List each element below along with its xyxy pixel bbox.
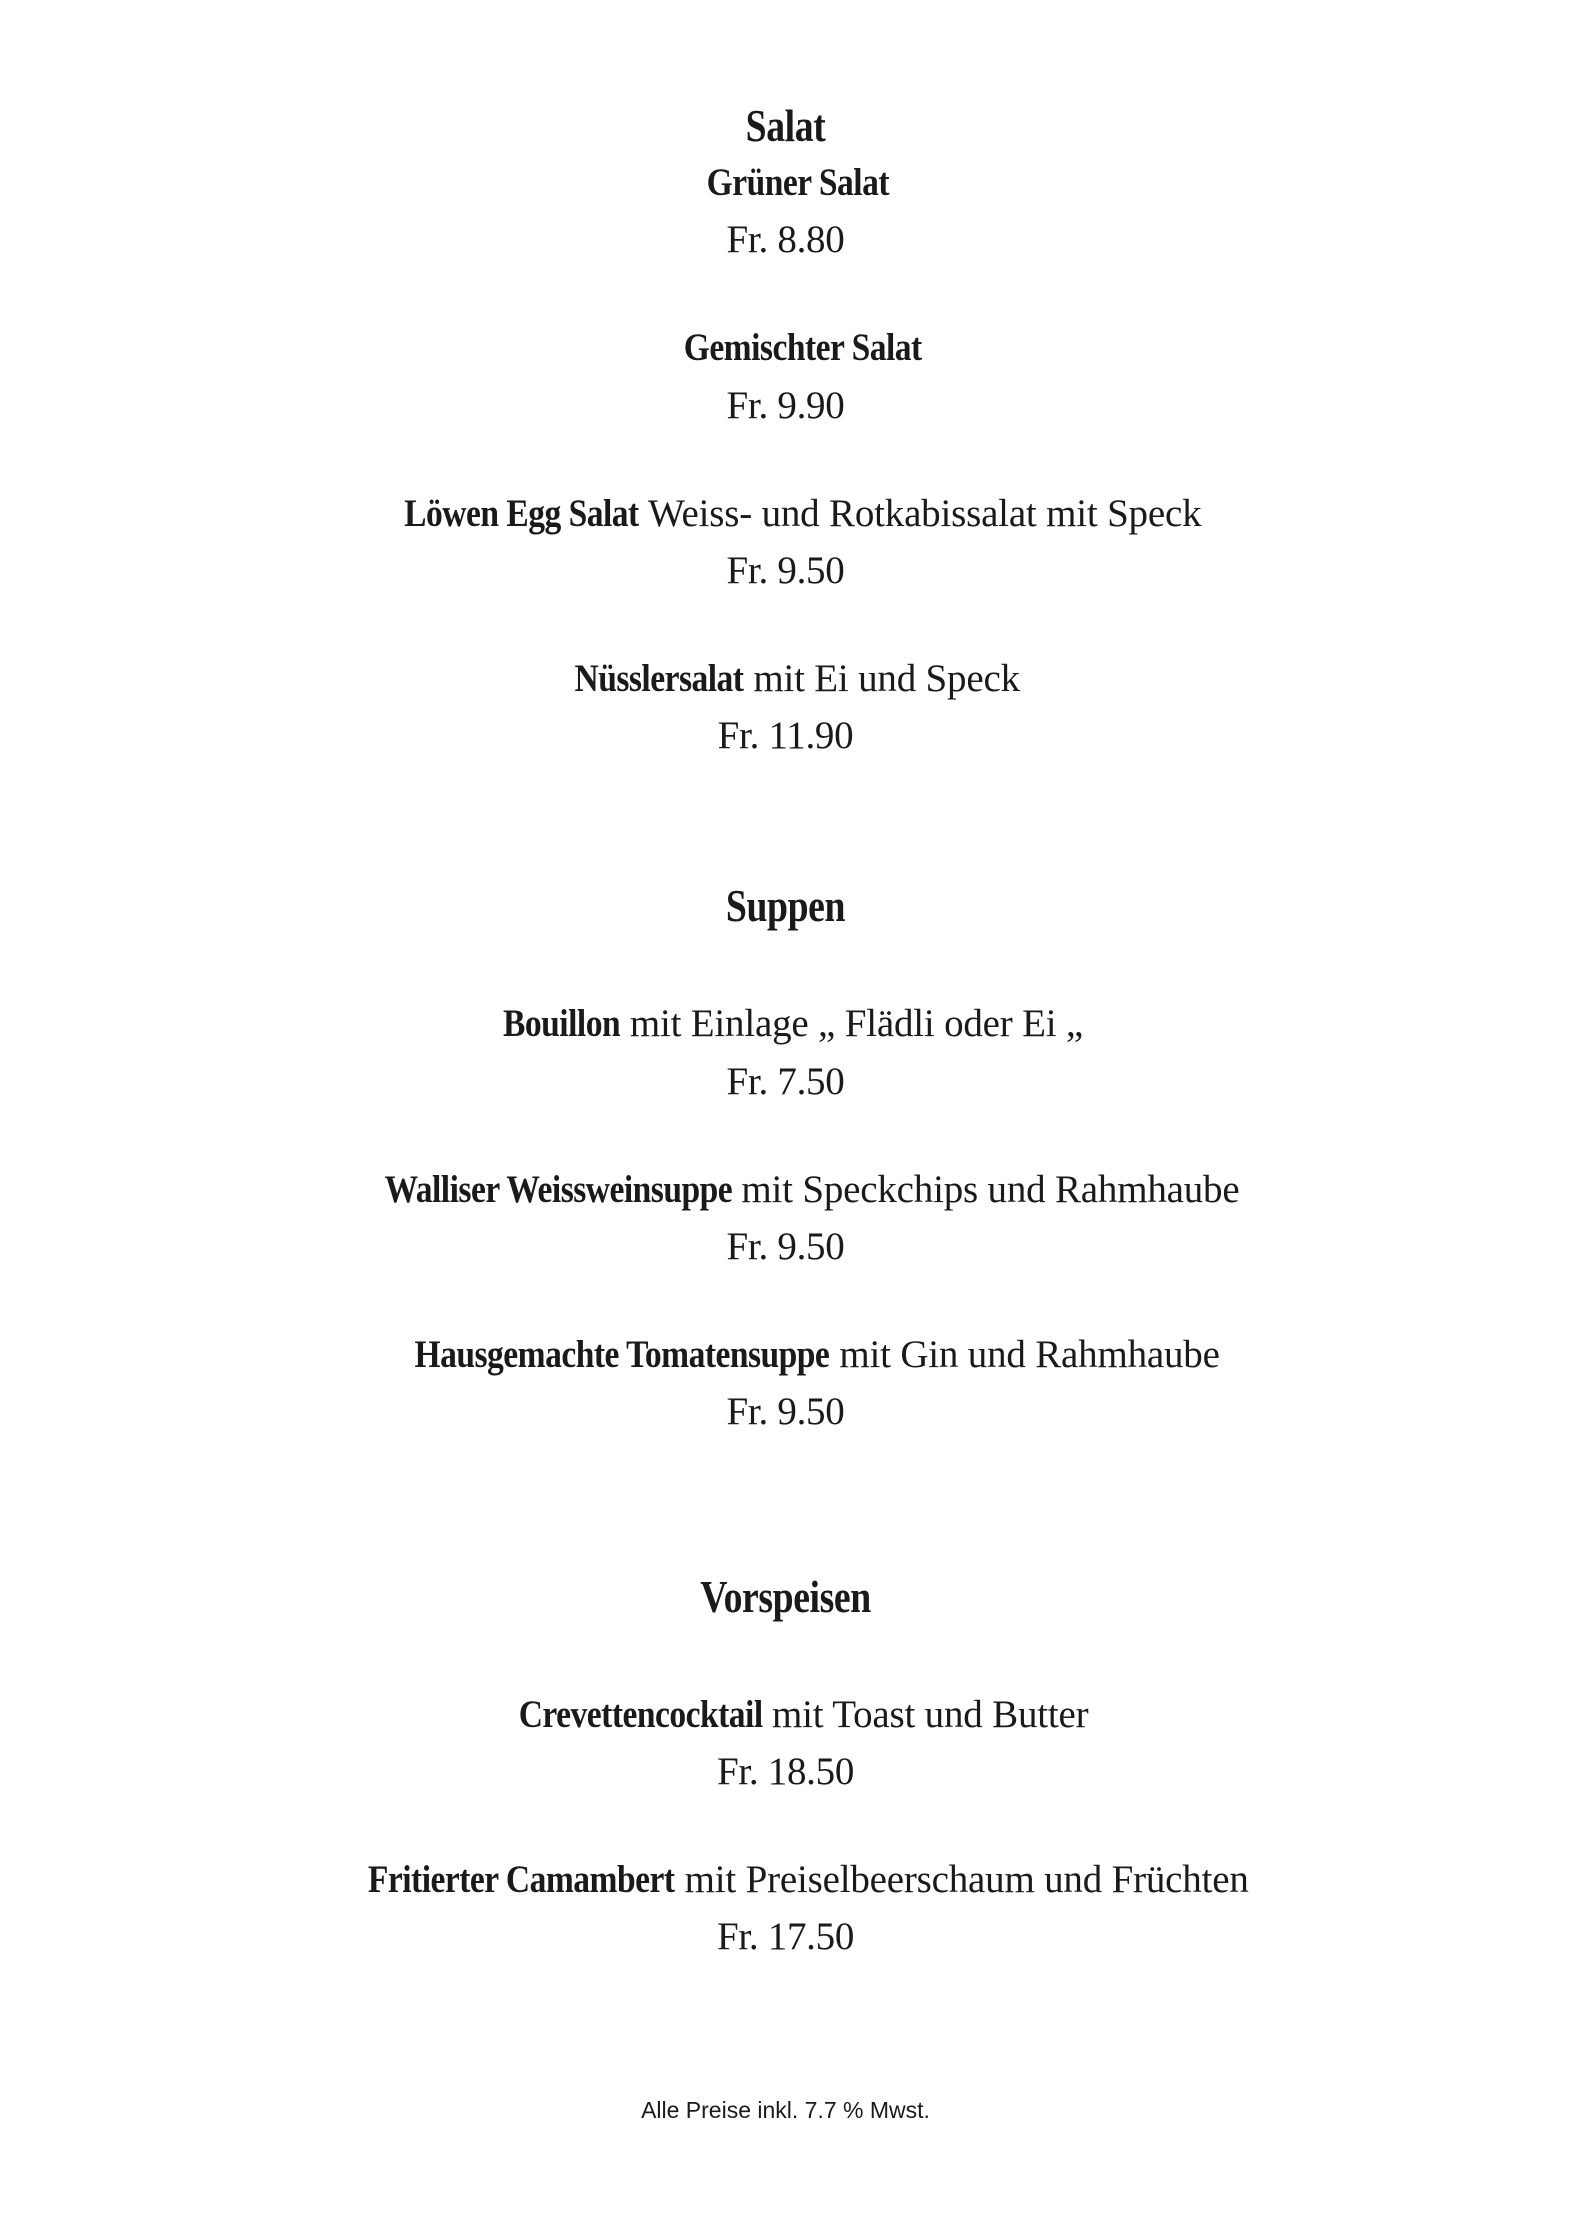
item-price: Fr. 9.90: [726, 384, 845, 427]
menu-item-walliser-weissweinsuppe: [0, 1170, 1571, 1209]
item-name: Walliser Weissweinsuppe: [384, 1168, 732, 1211]
item-description: mit Preiselbeerschaum und Früchten: [684, 1858, 1249, 1901]
item-name: Crevettencocktail: [518, 1693, 763, 1736]
item-name: Fritierter Camambert: [368, 1858, 675, 1901]
menu-item-crevettencocktail: [0, 1695, 1571, 1734]
menu-item-loewen-egg-salat: [0, 494, 1571, 533]
item-name: Hausgemachte Tomatensuppe: [414, 1333, 830, 1376]
item-price: Fr. 7.50: [726, 1060, 845, 1103]
item-price: Fr. 17.50: [716, 1915, 855, 1958]
item-name: Nüsslersalat: [574, 657, 744, 700]
item-price: Fr. 11.90: [717, 714, 854, 757]
item-name: Löwen Egg Salat: [403, 492, 639, 535]
section-title-salat: Salat: [745, 100, 826, 151]
menu-item-gruener-salat: [0, 163, 1571, 202]
item-description: mit Einlage „ Flädli oder Ei „: [629, 1002, 1084, 1045]
item-price: Fr. 9.50: [726, 1225, 845, 1268]
menu-item-bouillon: [0, 1004, 1571, 1043]
item-price: Fr. 9.50: [726, 1390, 845, 1433]
item-price: Fr. 9.50: [726, 549, 845, 592]
menu-item-gemischter-salat: [0, 328, 1571, 367]
section-title-suppen: Suppen: [725, 880, 846, 931]
item-price: Fr. 8.80: [726, 218, 845, 261]
menu-item-nuesslersalat: [0, 659, 1571, 698]
footer-vat-note: Alle Preise inkl. 7.7 % Mwst.: [641, 2097, 930, 2123]
item-description: Weiss- und Rotkabissalat mit Speck: [648, 492, 1202, 535]
item-name: Bouillon: [503, 1002, 621, 1045]
menu-item-hausgemachte-tomatensuppe: [0, 1335, 1571, 1374]
item-price: Fr. 18.50: [716, 1750, 855, 1793]
menu-item-fritierter-camambert: [0, 1860, 1571, 1899]
item-description: mit Speckchips und Rahmhaube: [741, 1168, 1240, 1211]
item-description: mit Ei und Speck: [753, 657, 1020, 700]
item-name: Gemischter Salat: [683, 326, 922, 369]
item-description: mit Toast und Butter: [771, 1693, 1089, 1736]
section-title-vorspeisen: Vorspeisen: [700, 1571, 871, 1622]
item-description: mit Gin und Rahmhaube: [839, 1333, 1220, 1376]
item-name: Grüner Salat: [707, 161, 890, 204]
